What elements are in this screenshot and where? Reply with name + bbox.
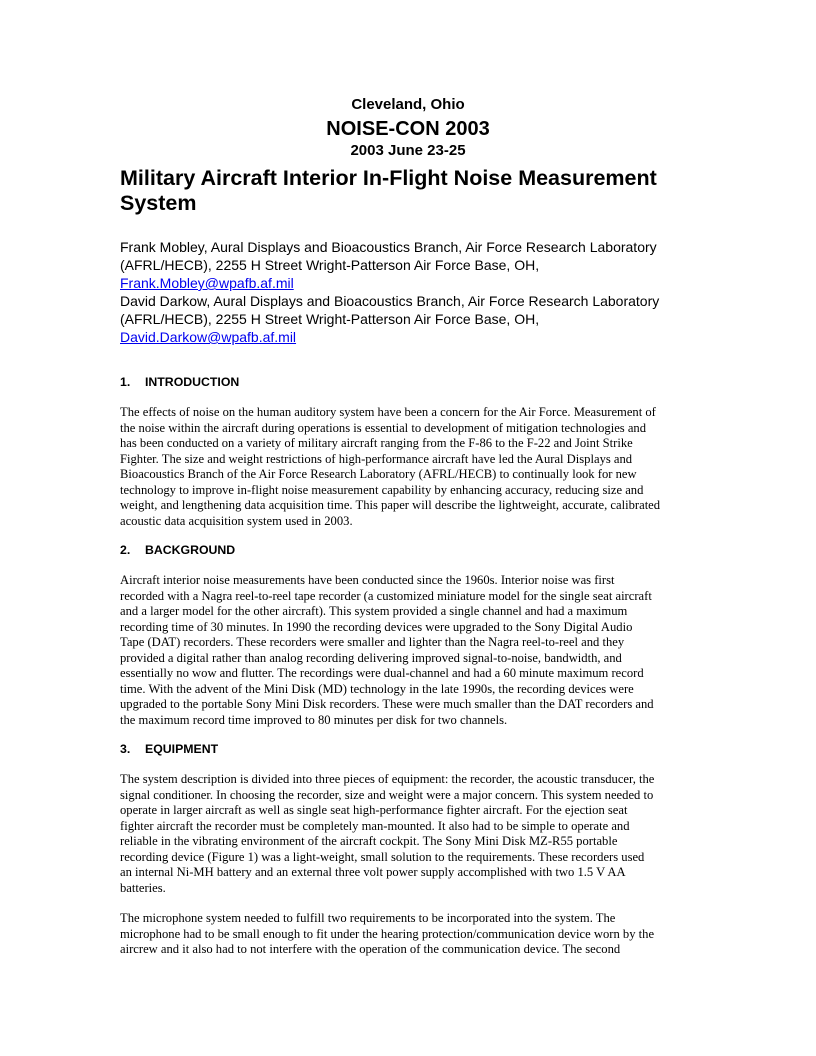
text-line: operate in larger aircraft as well as single seat high-performance fighter aircraft. For the ejection seat — [120, 803, 628, 817]
text-line: recorded with a Nagra reel-to-reel tape recorder (a customized miniature model for the single seat aircraft — [120, 588, 652, 603]
conference-name: NOISE-CON 2003 — [326, 118, 490, 140]
text-line: time. With the advent of the Mini Disk (MD) technology in the late 1990s, the recording devices were — [120, 681, 634, 696]
text-line: The system description is divided into three pieces of equipment: the recorder, the acoustic transducer, the — [120, 772, 655, 786]
text-line: The effects of noise on the human auditory system have been a concern for the Air Force. Measurement of — [120, 405, 656, 419]
conference-dates: 2003 June 23-25 — [350, 142, 466, 159]
text-line: the noise within the aircraft during operations is essential to development of mitigation technologies and — [120, 420, 647, 435]
text-line: Tape (DAT) recorders. These recorders were smaller and lighter than the Nagra reel-to-reel and they — [120, 635, 625, 649]
author-address-line: (AFRL/HECB), 2255 H Street Wright-Patterson Air Force Base, OH, — [120, 311, 540, 327]
section-heading-equipment — [120, 742, 218, 757]
text-line: the maximum record time improved to 80 minutes per disk for two channels. — [120, 712, 508, 727]
author-email-link[interactable]: Frank.Mobley@wpafb.af.mil — [120, 275, 294, 291]
paragraph — [120, 772, 700, 896]
author-address-line: (AFRL/HECB), 2255 H Street Wright-Patterson Air Force Base, OH, — [120, 257, 540, 273]
paper-title — [120, 166, 720, 216]
text-line: Fighter. The size and weight restrictions of high-performance aircraft have led the Aural Displays and — [120, 451, 633, 466]
text-line: Aircraft interior noise measurements have been conducted since the 1960s. Interior noise was first — [120, 573, 615, 587]
text-line: weight, and lengthening data acquisition time. This paper will describe the lightweight, accurate, calibrated — [120, 498, 661, 512]
text-line: provided a digital rather than analog recording delivering improved signal-to-noise, bandwidth, and — [120, 650, 622, 665]
text-line: recording time of 30 minutes. In 1990 the recording devices were upgraded to the Sony Digital Audio — [120, 619, 633, 634]
text-line: batteries. — [120, 880, 166, 895]
text-line: microphone had to be small enough to fit under the hearing protection/communication device worn by the — [120, 926, 655, 941]
title-line: System — [120, 191, 197, 215]
text-line: The microphone system needed to fulfill two requirements to be incorporated into the system. The — [120, 911, 616, 925]
paragraph — [120, 911, 700, 958]
text-line: essentially no wow and flutter. The recordings were dual-channel and had a 60 minute maximum record — [120, 666, 644, 680]
author-affiliation-line: Frank Mobley, Aural Displays and Bioacoustics Branch, Air Force Research Laboratory — [120, 239, 657, 255]
section-title: BACKGROUND — [145, 543, 236, 557]
paragraph — [120, 573, 700, 728]
section-title: EQUIPMENT — [145, 742, 219, 756]
text-line: an internal Ni-MH battery and an external three volt power supply accomplished with two 1.5 V AA — [120, 865, 626, 879]
text-line: technology to improve in-flight noise measurement capability by enhancing accuracy, reducing size and — [120, 482, 644, 497]
author-email-link[interactable]: David.Darkow@wpafb.af.mil — [120, 329, 297, 345]
section-number: 2. — [120, 543, 131, 557]
text-line: upgraded to the portable Sony Mini Disk recorders. These were much smaller than the DAT recorders and — [120, 697, 654, 711]
text-line: has been conducted on a variety of military aircraft ranging from the F-86 to the F-22 and Joint Strike — [120, 436, 633, 450]
section-title: INTRODUCTION — [145, 375, 240, 389]
paragraph — [120, 405, 700, 529]
conference-location: Cleveland, Ohio — [351, 96, 465, 113]
section-number: 3. — [120, 742, 131, 756]
text-line: recording device (Figure 1) was a light-weight, small solution to the requirements. These recorders used — [120, 849, 645, 864]
author-block — [120, 238, 720, 346]
section-heading-introduction — [120, 375, 239, 390]
section-heading-background — [120, 543, 235, 558]
title-line: Military Aircraft Interior In-Flight Noise Measurement — [120, 166, 657, 190]
text-line: Bioacoustics Branch of the Air Force Research Laboratory (AFRL/HECB) to continually look for new — [120, 467, 637, 481]
text-line: acoustic data acquisition system used in 2003. — [120, 513, 353, 528]
text-line: signal conditioner. In choosing the recorder, size and weight were a major concern. This system needed to — [120, 787, 654, 802]
text-line: fighter aircraft the recorder must be completely man-mounted. It also had to be simple to operate and — [120, 818, 630, 833]
text-line: and a larger model for the other aircraft). This system provided a single channel and had a maximum — [120, 604, 628, 618]
author-affiliation-line: David Darkow, Aural Displays and Bioacoustics Branch, Air Force Research Laboratory — [120, 293, 660, 309]
section-number: 1. — [120, 375, 131, 389]
text-line: aircrew and it also had to not interfere with the operation of the communication device. The second — [120, 942, 621, 956]
text-line: reliable in the vibrating environment of the aircraft cockpit. The Sony Mini Disk MZ-R55 portable — [120, 834, 618, 848]
